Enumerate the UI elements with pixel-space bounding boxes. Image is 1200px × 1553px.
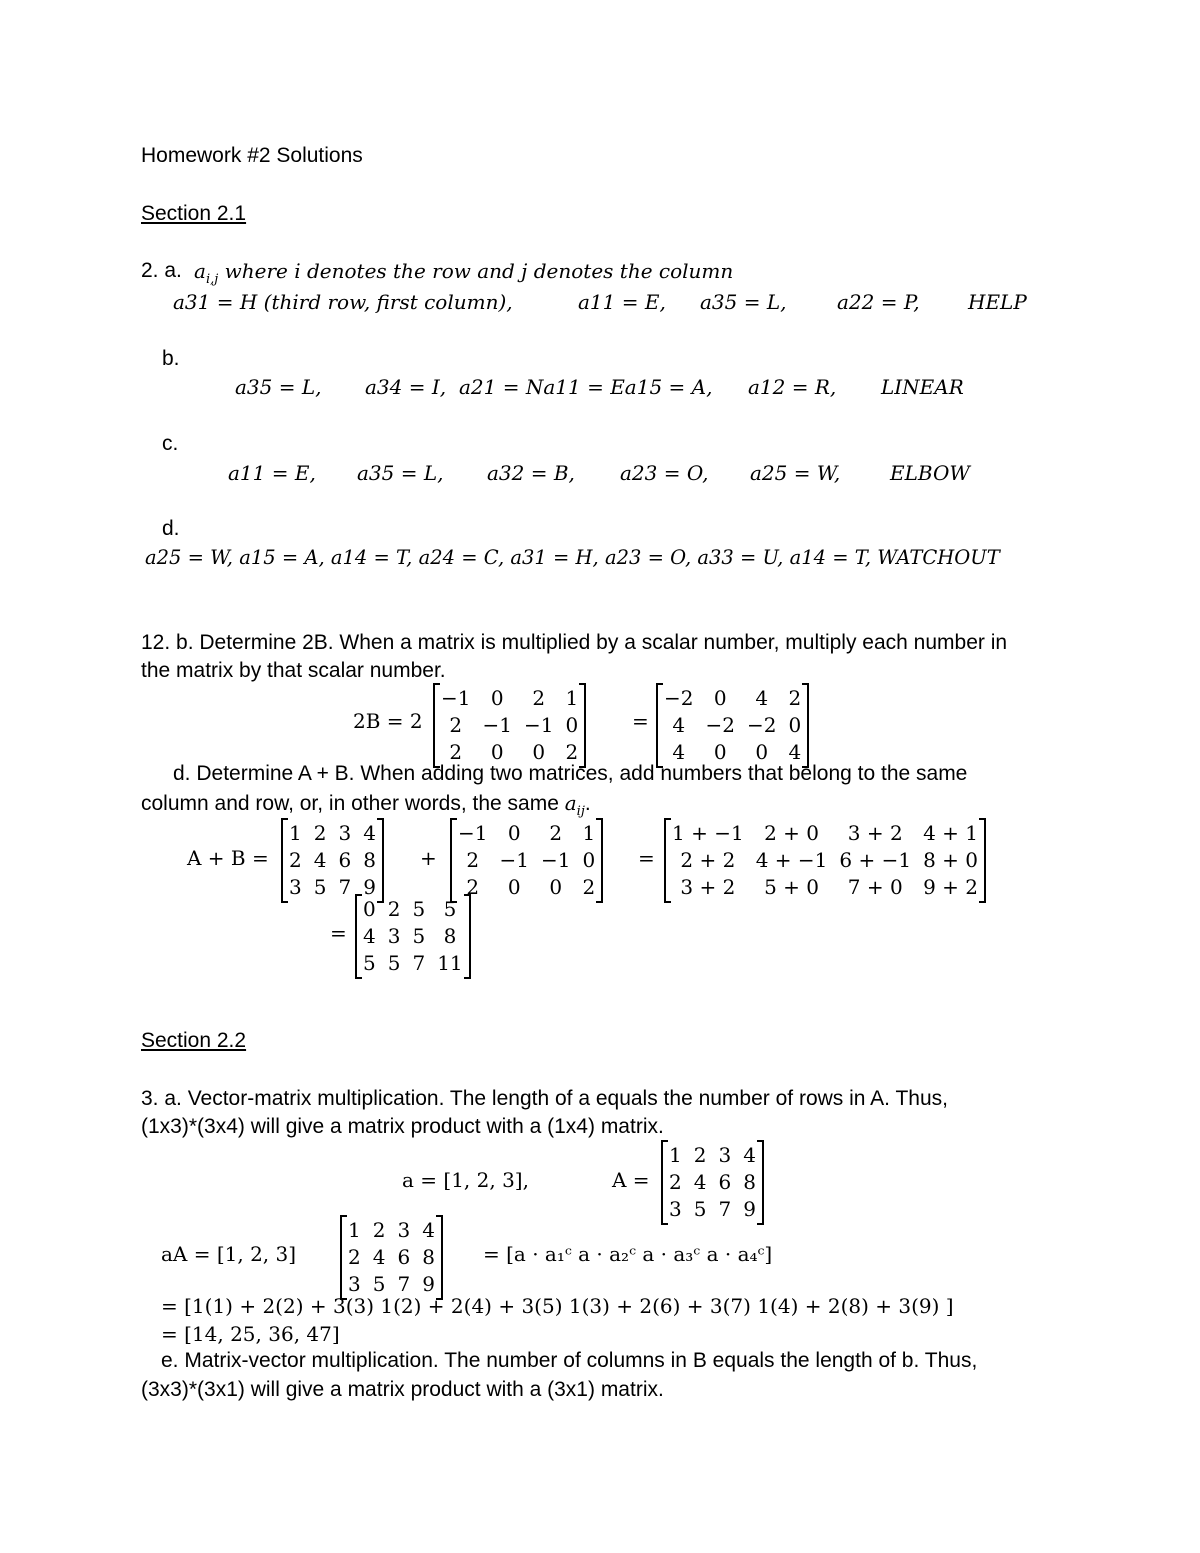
matrix-cell: −2 <box>746 713 777 737</box>
matrix-cell: 1 <box>348 1218 361 1242</box>
matrix-cell: 2 <box>693 1143 707 1167</box>
eq-apb-lhs: A + B = <box>187 846 269 870</box>
matrix-cell: 9 + 2 <box>923 875 978 899</box>
matrix-cell: 2 <box>532 686 546 710</box>
matrix-row <box>663 1142 762 1169</box>
matrix-cell: 5 <box>363 951 376 975</box>
matrix-cell: 5 <box>387 951 401 975</box>
matrix-row <box>342 1217 441 1244</box>
q2c-label: c. <box>162 432 179 455</box>
matrix-cell: 2 <box>788 686 802 710</box>
matrix-cell: 0 <box>507 821 521 845</box>
matrix-cell: 11 <box>437 951 463 975</box>
matrix-cell: 2 <box>289 848 302 872</box>
q2a-val-3: a22 = P, <box>837 290 920 314</box>
section-heading-2-2: Section 2.2 <box>141 1029 247 1052</box>
matrix-cell: 2 <box>387 897 401 921</box>
matrix-cell: 3 <box>348 1272 361 1296</box>
matrix-a-3 <box>340 1217 443 1298</box>
matrix-cell: −1 <box>482 713 512 737</box>
matrix-cell: 0 <box>549 875 563 899</box>
matrix-cell: 5 <box>313 875 327 899</box>
equals-sign-3: = <box>330 921 347 945</box>
matrix-b-2 <box>450 820 603 901</box>
q2b-val-4: a12 = R, <box>748 375 837 399</box>
q2a-val-1: a11 = E, <box>578 290 666 314</box>
matrix-cell: 0 <box>565 713 579 737</box>
matrix-cell: 3 <box>387 924 401 948</box>
matrix-row <box>435 712 584 739</box>
matrix-cell: 4 <box>755 686 769 710</box>
page-title: Homework #2 Solutions <box>141 144 363 167</box>
matrix-cell: 5 <box>372 1272 386 1296</box>
matrix-row <box>666 820 984 847</box>
matrix-cell: 4 <box>672 740 686 764</box>
matrix-cell: 7 <box>338 875 352 899</box>
matrix-cell: 0 <box>490 740 504 764</box>
q2a-text: $a_{i,j}$ where i denotes the row and j denotes the column <box>194 259 734 287</box>
matrix-cell: 9 <box>363 875 376 899</box>
matrix-cell: 0 <box>788 713 802 737</box>
matrix-cell: 4 <box>363 821 376 845</box>
matrix-cell: −1 <box>523 713 554 737</box>
matrix-row <box>452 820 601 847</box>
matrix-row <box>283 820 382 847</box>
matrix-row <box>666 847 984 874</box>
matrix-cell: 8 <box>443 924 457 948</box>
matrix-cell: 6 <box>338 848 352 872</box>
matrix-cell: 2 + 0 <box>764 821 819 845</box>
matrix-row <box>342 1244 441 1271</box>
q2c-val-4: a23 = O, <box>620 461 709 485</box>
matrix-cell: 3 <box>718 1143 732 1167</box>
eq-aA-result: = [14, 25, 36, 47] <box>161 1322 340 1346</box>
matrix-row <box>452 847 601 874</box>
matrix-cell: 5 <box>443 897 457 921</box>
q2a-line: a31 = H (third row, first column), <box>173 290 513 314</box>
eq-aA-expand: = [1(1) + 2(2) + 3(3) 1(2) + 2(4) + 3(5) 1(3) + 2(6) + 3(7) 1(4) + 2(8) + 3(9) ] <box>161 1294 954 1318</box>
matrix-cell: 3 + 2 <box>847 821 903 845</box>
q2b-val-2: a34 = I, <box>365 375 447 399</box>
matrix-cell: 0 <box>532 740 546 764</box>
matrix-cell: −1 <box>499 848 529 872</box>
q2b-val-3: a21 = Na11 = Ea15 = A, <box>459 375 713 399</box>
q2a-val-2: a35 = L, <box>700 290 787 314</box>
matrix-cell: 4 <box>788 740 802 764</box>
matrix-cell: 0 <box>363 897 376 921</box>
matrix-cell: 6 <box>718 1170 732 1194</box>
matrix-cell: 8 <box>422 1245 435 1269</box>
matrix-cell: −2 <box>705 713 735 737</box>
matrix-cell: 0 <box>490 686 504 710</box>
matrix-cell: 9 <box>422 1272 435 1296</box>
matrix-cell: −2 <box>664 686 694 710</box>
matrix-cell: −1 <box>441 686 471 710</box>
matrix-cell: 0 <box>755 740 769 764</box>
matrix-cell: 0 <box>713 740 727 764</box>
matrix-cell: 4 <box>313 848 327 872</box>
matrix-row <box>357 950 469 977</box>
matrix-cell: 2 <box>565 740 579 764</box>
matrix-row <box>663 1196 762 1223</box>
matrix-cell: 0 <box>582 848 596 872</box>
matrix-cell: 7 <box>397 1272 411 1296</box>
matrix-cell: 3 <box>338 821 352 845</box>
matrix-cell: −1 <box>458 821 488 845</box>
matrix-cell: 4 <box>372 1245 386 1269</box>
matrix-cell: 1 <box>289 821 302 845</box>
matrix-cell: 0 <box>713 686 727 710</box>
q3a-line2: (1x3)*(3x4) will give a matrix product with a (1x4) matrix. <box>141 1115 664 1138</box>
eq-2b-lhs: 2B = 2 <box>353 709 423 733</box>
matrix-row <box>666 874 984 901</box>
matrix-cell: 8 <box>743 1170 756 1194</box>
matrix-row <box>435 685 584 712</box>
q2c-val-2: a35 = L, <box>357 461 444 485</box>
matrix-cell: 4 <box>363 924 376 948</box>
matrix-cell: 9 <box>743 1197 756 1221</box>
matrix-cell: 1 <box>669 1143 682 1167</box>
section-heading-2-1: Section 2.1 <box>141 202 247 225</box>
matrix-row <box>452 874 601 901</box>
matrix-row <box>357 896 469 923</box>
matrix-cell: 2 <box>372 1218 386 1242</box>
q12b-line2: the matrix by that scalar number. <box>141 659 446 682</box>
q2d-label: d. <box>162 517 180 540</box>
matrix-cell: 5 <box>693 1197 707 1221</box>
matrix-cell: 4 <box>672 713 686 737</box>
matrix-cell: 4 <box>422 1218 435 1242</box>
matrix-cell: 2 <box>466 875 480 899</box>
matrix-row <box>283 847 382 874</box>
matrix-cell: 2 <box>449 740 463 764</box>
matrix-cell: 3 <box>669 1197 682 1221</box>
matrix-cell: 2 <box>466 848 480 872</box>
matrix-cell: 8 <box>363 848 376 872</box>
equals-sign: = <box>632 709 649 733</box>
plus-sign: + <box>420 846 437 870</box>
matrix-cell: 4 <box>693 1170 707 1194</box>
matrix-cell: 1 <box>582 821 596 845</box>
q2c-word: ELBOW <box>890 461 970 485</box>
matrix-cell: 1 + −1 <box>672 821 744 845</box>
matrix-a-2 <box>661 1142 764 1223</box>
eq-aA-lhs: aA = [1, 2, 3] <box>161 1242 297 1266</box>
matrix-cell: 5 <box>412 924 426 948</box>
q3e-line1: e. Matrix-vector multiplication. The number of columns in B equals the length of b. Thus, <box>161 1349 978 1372</box>
q2a-label: 2. a. <box>141 259 182 282</box>
q2b-label: b. <box>162 347 180 370</box>
matrix-cell: 8 + 0 <box>923 848 978 872</box>
matrix-2b <box>656 685 809 766</box>
matrix-row <box>658 712 807 739</box>
q2c-val-5: a25 = W, <box>750 461 841 485</box>
matrix-cell: 5 <box>412 897 426 921</box>
q2c-val-1: a11 = E, <box>228 461 316 485</box>
q12d-line2: column and row, or, in other words, the same $a_{ij}$. <box>141 791 591 819</box>
matrix-cell: 2 <box>313 821 327 845</box>
matrix-cell: 7 <box>718 1197 732 1221</box>
matrix-b <box>433 685 586 766</box>
equals-sign-2: = <box>638 846 655 870</box>
matrix-sum-expr <box>664 820 986 901</box>
q3e-line2: (3x3)*(3x1) will give a matrix product with a (3x1) matrix. <box>141 1378 664 1401</box>
matrix-cell: 4 + 1 <box>923 821 978 845</box>
matrix-cell: 4 + −1 <box>755 848 828 872</box>
q3a-line1: 3. a. Vector-matrix multiplication. The length of a equals the number of rows in A. Thus, <box>141 1087 948 1110</box>
q2b-val-1: a35 = L, <box>235 375 322 399</box>
matrix-cell: 2 <box>669 1170 682 1194</box>
matrix-cell: 4 <box>743 1143 756 1167</box>
matrix-cell: 5 + 0 <box>764 875 819 899</box>
matrix-cell: 7 <box>412 951 426 975</box>
matrix-row <box>663 1169 762 1196</box>
matrix-cell: 3 + 2 <box>680 875 736 899</box>
matrix-a <box>281 820 384 901</box>
q12b-line1: 12. b. Determine 2B. When a matrix is multiplied by a scalar number, multiply each number in <box>141 631 1008 654</box>
matrix-row <box>357 923 469 950</box>
eq-a-def: a = [1, 2, 3], <box>402 1168 529 1192</box>
q12d-line1: d. Determine A + B. When adding two matrices, add numbers that belong to the same <box>173 762 968 785</box>
matrix-cell: 1 <box>565 686 579 710</box>
matrix-cell: 3 <box>397 1218 411 1242</box>
matrix-cell: 7 + 0 <box>847 875 903 899</box>
q2b-word: LINEAR <box>881 375 964 399</box>
matrix-cell: 6 + −1 <box>839 848 912 872</box>
eq-A-def: A = <box>612 1168 650 1192</box>
matrix-cell: 0 <box>507 875 521 899</box>
matrix-cell: 2 <box>549 821 563 845</box>
matrix-cell: 2 <box>582 875 596 899</box>
q2d-line: a25 = W, a15 = A, a14 = T, a24 = C, a31 = H, a23 = O, a33 = U, a14 = T, WATCHOUT <box>145 546 1000 569</box>
matrix-cell: 2 + 2 <box>680 848 736 872</box>
matrix-cell: 3 <box>289 875 302 899</box>
matrix-cell: 2 <box>348 1245 361 1269</box>
matrix-cell: 6 <box>397 1245 411 1269</box>
eq-aA-cols: = [a · a₁ᶜ a · a₂ᶜ a · a₃ᶜ a · a₄ᶜ] <box>483 1242 773 1266</box>
matrix-cell: 2 <box>449 713 463 737</box>
matrix-row <box>658 685 807 712</box>
matrix-cell: −1 <box>540 848 571 872</box>
matrix-sum <box>355 896 471 977</box>
q2a-word: HELP <box>968 290 1027 314</box>
q2c-val-3: a32 = B, <box>487 461 575 485</box>
